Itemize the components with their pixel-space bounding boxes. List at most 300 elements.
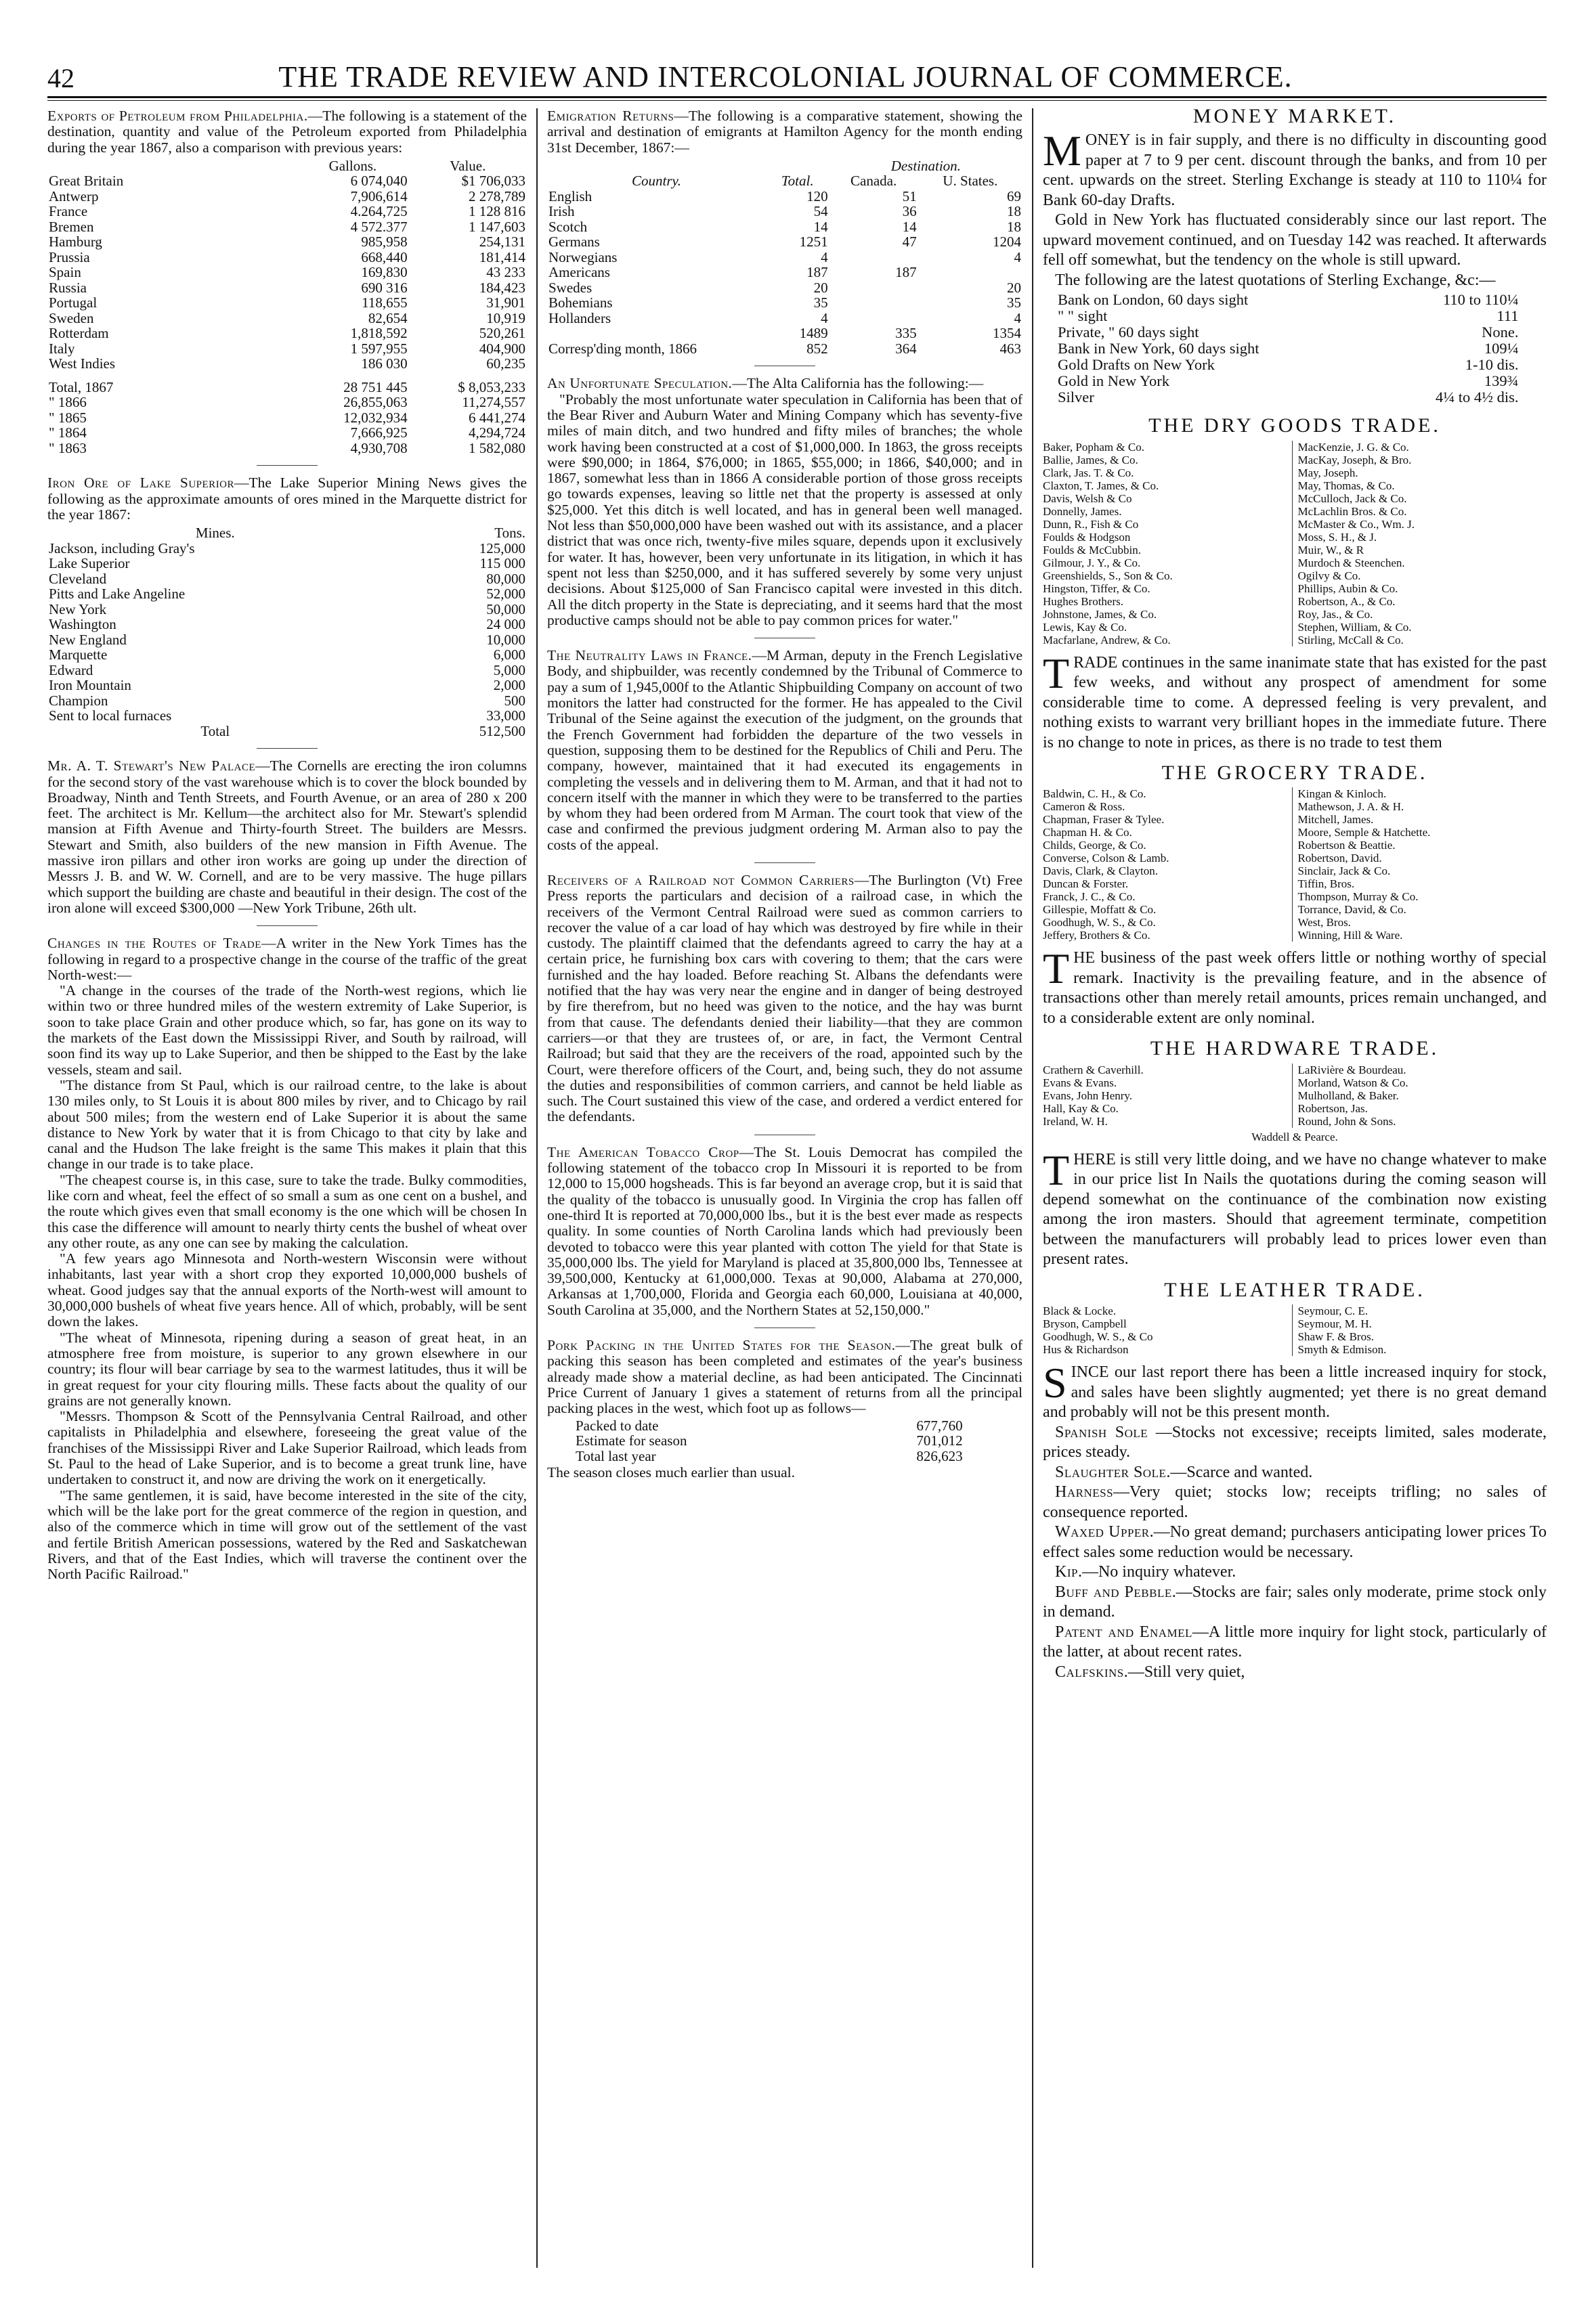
table-cell: English [548, 188, 593, 204]
firm-entry: Johnstone, James, & Co. [1043, 607, 1157, 621]
railroad-article [547, 873, 1022, 1125]
column-3 [1043, 108, 1547, 2281]
firm-entry: Murdoch & Steenchen. [1297, 556, 1405, 569]
firm-entry: Hus & Richardson [1043, 1343, 1129, 1357]
table-cell: 4.264,725 [350, 203, 408, 220]
table-cell: 47 [902, 234, 917, 250]
trade-routes-article [47, 936, 527, 1582]
firm-entry: Duncan & Forster. [1043, 877, 1129, 891]
firm-entry: Morland, Watson & Co. [1297, 1076, 1408, 1089]
table-cell: 1 147,603 [469, 218, 525, 235]
table-cell: Sent to local furnaces [49, 707, 172, 724]
table-cell: 52,000 [486, 586, 525, 602]
money-paragraph: Gold in New York has fluctuated considerably since our last report. The upward movement continued, and on Tuesday 142 was reached. It afterwards fell off somewhat, but the tendency on the whole is still upward. [1043, 211, 1547, 269]
firm-entry: Black & Locke. [1043, 1304, 1117, 1318]
table-row [47, 571, 527, 587]
firm-entry: Waddell & Pearce. [1251, 1130, 1338, 1143]
trade-report: TRADE continues in the same inanimate state that has existed for the past few weeks, and without any prospect of amendment for some considerable time to come. A depressed feeling is very prevalent, and nothing exists to warrant very brilliant hopes in the immediate future. There is no change to note in prices, as there is no trade to test them [1043, 649, 1547, 751]
table-cell: Champion [49, 692, 108, 709]
table-cell [830, 250, 918, 265]
article-paragraph: "The same gentlemen, it is said, have become interested in the site of the city, which will be the lake port for the great commerce of the region in question, and also of the commerce which in time will grow out of the settlement of the vast and fertile British American possessions, watered by the Red and Saskatchewan Rivers, and that of the East Indies, which will traverse the continent over the North Pacific Railroad." [47, 1487, 527, 1583]
article-heading: Exports of Petroleum from Philadelphia. [47, 108, 308, 124]
table-cell: 1204 [993, 234, 1021, 250]
money-paragraph: MONEY is in fair supply, and there is no difficulty in discounting good paper at 7 to 9 per cent. discount through the banks, and from 10 per cent. upwards on the street. Sterling Exchange is steady at 110 to 110¼ for Bank 60-day Drafts. [1043, 127, 1547, 209]
leather-items [1043, 1423, 1547, 1683]
firm-entry: Seymour, M. H. [1297, 1317, 1372, 1331]
table-row [547, 189, 1022, 204]
firm-entry: Evans, John Henry. [1043, 1089, 1133, 1102]
table-cell: 520,261 [479, 325, 525, 342]
item-text: .—Scarce and wanted. [1166, 1463, 1313, 1481]
table-cell: 69 [1007, 188, 1021, 204]
item-label: Patent and Enamel [1055, 1623, 1192, 1641]
table-cell: 364 [895, 340, 917, 357]
table-row [547, 250, 1022, 265]
section-title: THE HARDWARE TRADE. [1150, 1037, 1440, 1060]
firm-entry: Seymour, C. E. [1297, 1304, 1369, 1318]
leather-item [1043, 1483, 1547, 1522]
separator [257, 925, 318, 926]
article-paragraph: "The distance from St Paul, which is our railroad centre, to the lake is about 130 miles only, to St Louis it is about 800 miles by river, and to Chicago by rail about 500 miles; from the western end of Lake Superior it is about the same distance to New York by water that it is from Chicago to that city by lake and canal and the Hudson The lake freight is the same This makes it plain that this change in our trade is to take place. [47, 1076, 527, 1172]
total-row [47, 380, 527, 395]
table-row [547, 280, 1022, 296]
table-row [47, 647, 527, 663]
leather-item [1043, 1522, 1547, 1562]
firm-entry: Chapman, Fraser & Tylee. [1043, 813, 1165, 827]
table-cell: 4,294,724 [469, 424, 525, 441]
table-cell: Antwerp [49, 188, 99, 204]
article-intro: —A writer in the New York Times has the following in regard to a prospective change in the course of the traffic of the great North-west:— [47, 935, 527, 983]
firm-list [1043, 1304, 1547, 1356]
table-row [47, 693, 527, 709]
table-cell: 2,000 [493, 677, 525, 694]
firm-entry: Claxton, T. James, & Co. [1043, 479, 1159, 492]
table-row [47, 295, 527, 311]
table-cell: Hamburg [49, 234, 102, 250]
column-header: Canada. [850, 173, 897, 190]
column-header: U. States. [943, 173, 998, 190]
table-row [47, 617, 527, 632]
firm-entry: Shaw F. & Bros. [1297, 1330, 1374, 1344]
firm-entry: Baker, Popham & Co. [1043, 440, 1144, 454]
table-row [47, 219, 527, 235]
item-text: —Very quiet; stocks low; receipts trifling; no sales of consequence reported. [1043, 1483, 1547, 1521]
table-cell: Bohemians [548, 294, 613, 311]
table-row [47, 708, 527, 724]
table-row [47, 204, 527, 219]
table-row [574, 1449, 964, 1464]
total-row [47, 724, 527, 739]
table-cell: 60,235 [486, 355, 525, 372]
speculation-article [547, 376, 1022, 628]
table-cell: 690 316 [361, 279, 408, 296]
quote-row [1056, 373, 1520, 389]
firm-entry: May, Thomas, & Co. [1297, 479, 1395, 492]
column-header: Destination. [890, 157, 961, 174]
firm-entry: Donnelly, James. [1043, 504, 1122, 518]
firm-entry: Robertson & Beattie. [1297, 839, 1396, 852]
article-tail: The season closes much earlier than usual. [547, 1464, 795, 1481]
table-cell: 512,500 [479, 722, 525, 739]
firm-entry: Torrance, David, & Co. [1297, 903, 1406, 917]
article-body: —The Cornells are erecting the iron columns for the second story of the vast warehouse which is to cover the block bounded by Broadway, Ninth and Tenth Streets, and Fourth Avenue, or an area of 280 x 200 feet. The architect is Mr. Kellum—the architect also for Mr. Stewart's splendid mansion at Fifth Avenue and Thirty-fourth Street. The builders are Messrs. Stewart and Smith, also builders of the new mansion in Fifth Avenue. The massive iron pillars and other iron works are going up under the direction of Messrs J. B. and W. W. Cornell, and are to be very massive. The huge pillars which support the building are chaste and beautiful in their design. The cost of the iron alone will exceed $300,000 —New York Tribune, 26th ult. [47, 758, 527, 916]
column-divider [536, 108, 538, 2268]
firm-entry: Phillips, Aubin & Co. [1297, 582, 1398, 595]
firm-column [1292, 1304, 1547, 1356]
firm-entry: Franck, J. C., & Co. [1043, 890, 1136, 904]
firm-entry: Hughes Brothers. [1043, 594, 1123, 608]
quote-row [1056, 389, 1520, 405]
separator [257, 465, 318, 466]
table-cell: 31,901 [486, 294, 525, 311]
column-header: Total. [781, 173, 814, 190]
item-label: Kip [1055, 1563, 1078, 1581]
trade-report: THE business of the past week offers little or nothing worthy of special remark. Inactivity is the prevailing feature, and in the absence of transactions other than merely retail amounts, prices remain unchanged, and to a considerable extent are only nominal. [1043, 944, 1547, 1027]
table-cell: " 1864 [49, 424, 87, 441]
table-cell: Jackson, including Gray's [49, 540, 195, 556]
exchange-quotes-table [1056, 292, 1520, 405]
table-spacer [47, 372, 527, 380]
table-cell: 169,830 [361, 264, 408, 281]
total-row [547, 326, 1022, 341]
table-cell: 18 [1007, 218, 1021, 235]
firm-entry: Macfarlane, Andrew, & Co. [1043, 633, 1171, 646]
table-cell: 35 [813, 294, 828, 311]
quote-row [1056, 341, 1520, 357]
iron-ore-table [47, 525, 527, 739]
table-cell: 985,958 [361, 234, 408, 250]
firm-entry: Smyth & Edmison. [1297, 1343, 1387, 1357]
column-divider [1032, 108, 1033, 2268]
table-cell: France [49, 203, 88, 220]
table-cell: Great Britain [49, 173, 124, 190]
petroleum-article [47, 108, 527, 456]
table-cell: Bank on London, 60 days sight [1058, 291, 1249, 309]
table-row [547, 311, 1022, 326]
neutrality-article [547, 648, 1022, 853]
article-paragraph: "A change in the courses of the trade of the North-west regions, which lie within two or three hundred miles of the western extremity of Lake Superior, is soon to take place Grain and other produce which, so far, has gone on its way to the markets of the East down the Mississippi River, and South by railroad, will soon find its way up to Lake Superior, and then be shipped to the East by the lake vessels, steam and sail. [47, 982, 527, 1078]
firm-entry: McMaster & Co., Wm. J. [1297, 517, 1415, 531]
table-cell: 10,919 [486, 309, 525, 326]
table-cell: 11,274,557 [462, 394, 525, 411]
leather-item [1043, 1423, 1547, 1463]
table-cell: 118,655 [362, 294, 408, 311]
money-paragraph: The following are the latest quotations of Sterling Exchange, &c:— [1055, 271, 1496, 289]
table-cell: $1 706,033 [461, 173, 525, 190]
firm-entry: Cameron & Ross. [1043, 800, 1125, 814]
table-cell: West Indies [49, 355, 116, 372]
table-cell: 115 000 [479, 555, 525, 572]
article-paragraph: "Messrs. Thompson & Scott of the Pennsylvania Central Railroad, and other capitalists in Philadelphia and elsewhere, foreseeing the great value of the franchises of the Mississippi River and Lake Superior Railroad, which leads from St. Paul to the head of Lake Superior, and is to become a great trunk line, have undertaken to construct it, and now are driving the work on it energetically. [47, 1408, 527, 1488]
table-cell: 109¼ [1484, 340, 1519, 357]
table-cell [830, 311, 918, 326]
firm-entry: Mitchell, James. [1297, 813, 1374, 827]
table-cell: $ 8,053,233 [458, 378, 525, 395]
table-cell: New York [49, 600, 107, 617]
table-cell: Iron Mountain [49, 677, 131, 694]
table-cell: 14 [902, 218, 917, 235]
table-cell: " 1865 [49, 409, 87, 426]
tobacco-article [547, 1145, 1022, 1318]
item-text: —Stocks not excessive; receipts limited, sales moderate, prices steady. [1043, 1423, 1547, 1462]
item-text: —A little more inquiry for light stock, particularly of the latter, at about recent rates. [1043, 1623, 1547, 1661]
table-row [47, 311, 527, 326]
article-quote: "Probably the most unfortunate water speculation in California has been that of the Bear River and Auburn Water and Mining Company which has seventy-five miles of main ditch, and two hundred and fifty miles of branches; the whole work having been constructed at a cost of $1,000,000. In 1863, the gross receipts were $90,000; in 1864, $76,000; in 1865, $55,000; in 1866, $40,000; and in 1867, somewhat less than in 1866 A considerable portion of those gross receipts go towards expenses, leaving so little net that the property is assessed at only $25,000. Yet this ditch is well located, and has in general been well managed. Not less than $50,000,000 have been washed out with its assistance, and a placer district that was once rich, twenty-five miles square, depends upon it exclusively for water. It has, however, been very unfortunate in its litigation, in which it has spent not less than $250,000, and it has suffered severely by some very unjust decisions. About $125,000 of San Francisco capital were invested in this ditch. All the ditch property in the State is depreciating, and it seems hard that the most productive camps should not be able to pay common prices for water." [547, 391, 1022, 628]
firm-entry: Hingston, Tiffer, & Co. [1043, 582, 1150, 595]
table-row [47, 678, 527, 693]
table-cell: Edward [49, 661, 93, 678]
article-heading: Receivers of a Railroad not Common Carriers [547, 872, 855, 888]
firm-entry: McLachlin Bros. & Co. [1297, 504, 1407, 518]
table-cell: Marquette [49, 646, 108, 663]
item-text: .—No great demand; purchasers anticipating lower prices To effect sales some reduction would be necessary. [1043, 1523, 1547, 1561]
masthead-rule [47, 96, 1547, 98]
table-cell: Portugal [49, 294, 98, 311]
table-cell: 184,423 [479, 279, 525, 296]
table-cell: 4,930,708 [350, 439, 408, 456]
firm-list [1043, 441, 1547, 646]
firm-column [1043, 1064, 1292, 1128]
table-cell: Russia [49, 279, 87, 296]
firm-entry: Lewis, Kay & Co. [1043, 620, 1127, 634]
page-number: 42 [47, 63, 74, 93]
total-row [47, 441, 527, 456]
firm-entry: West, Bros. [1297, 916, 1351, 929]
table-cell: 35 [1007, 294, 1021, 311]
firm-entry: MacKay, Joseph, & Bro. [1297, 453, 1412, 466]
table-row [547, 204, 1022, 219]
table-cell: 50,000 [486, 600, 525, 617]
table-cell: New England [49, 631, 127, 648]
table-cell: Germans [548, 234, 600, 250]
quote-row [1056, 308, 1520, 324]
table-cell: 54 [813, 203, 828, 220]
iron-ore-article [47, 475, 527, 739]
firm-entry: Chapman H. & Co. [1043, 826, 1132, 839]
emigration-table [547, 158, 1022, 357]
table-row [47, 326, 527, 341]
table-cell: Bremen [49, 218, 94, 235]
leather-item [1043, 1562, 1547, 1583]
table-cell: " 1866 [49, 394, 87, 411]
firm-entry: Gilmour, J. Y., & Co. [1043, 556, 1141, 569]
item-text: .—Still very quiet, [1123, 1663, 1245, 1681]
firm-entry: Dunn, R., Fish & Co [1043, 517, 1139, 531]
firm-entry: Mulholland, & Baker. [1297, 1089, 1399, 1102]
table-cell: 24 000 [486, 616, 525, 633]
firm-column [1043, 441, 1292, 646]
table-cell: 20 [813, 279, 828, 296]
section-title: THE GROCERY TRADE. [1161, 762, 1428, 785]
firm-column [1043, 787, 1292, 942]
article-intro: —The following is a statement of the destination, quantity and value of the Petroleum exported from Philadelphia during the year 1867, also a comparison with previous years: [47, 108, 527, 156]
table-cell: 677,760 [916, 1417, 963, 1434]
table-row [47, 356, 527, 372]
total-row [47, 395, 527, 410]
table-cell: 12,032,934 [343, 409, 408, 426]
petroleum-table [47, 158, 527, 456]
firm-entry: Greenshields, S., Son & Co. [1043, 569, 1173, 582]
table-cell: Gold in New York [1058, 372, 1170, 390]
table-cell: Total, 1867 [49, 378, 114, 395]
table-cell: 2 278,789 [469, 188, 525, 204]
table-cell: 125,000 [479, 540, 525, 556]
masthead-rule-thin [47, 100, 1547, 101]
table-cell: 120 [806, 188, 828, 204]
table-cell: Sweden [49, 309, 94, 326]
table-cell: Lake Superior [49, 555, 130, 572]
column-header: Gallons. [328, 157, 377, 174]
table-cell: 186 030 [361, 355, 408, 372]
firm-entry: Davis, Clark, & Clayton. [1043, 864, 1158, 878]
article-heading: Changes in the Routes of Trade [47, 935, 261, 952]
table-cell: 4 [1014, 248, 1021, 265]
table-cell [547, 326, 766, 341]
firm-entry: McCulloch, Jack & Co. [1297, 491, 1407, 505]
table-row [47, 341, 527, 357]
table-cell: 1354 [993, 325, 1021, 342]
table-cell: 4 [1014, 309, 1021, 326]
table-cell: 28 751 445 [343, 378, 408, 395]
table-cell: 111 [1496, 307, 1519, 325]
masthead-title: THE TRADE REVIEW AND INTERCOLONIAL JOURNAL OF COMMERCE. [278, 60, 1293, 93]
table-cell: Total last year [576, 1447, 656, 1464]
table-cell: 10,000 [486, 631, 525, 648]
column-header: Mines. [195, 525, 235, 542]
firm-entry: Gillespie, Moffatt & Co. [1043, 903, 1157, 917]
table-cell: Bank in New York, 60 days sight [1058, 340, 1259, 357]
table-cell: Pitts and Lake Angeline [49, 586, 186, 602]
table-row [47, 250, 527, 265]
table-row [574, 1418, 964, 1434]
table-cell: 826,623 [916, 1447, 963, 1464]
article-heading: The Neutrality Laws in France. [547, 647, 752, 664]
firm-entry: Goodhugh, W. S., & Co [1043, 1330, 1153, 1344]
separator [257, 748, 318, 749]
table-cell: 80,000 [486, 570, 525, 587]
table-cell: Packed to date [576, 1417, 659, 1434]
table-cell: 4 [821, 309, 828, 326]
table-cell: 36 [902, 203, 917, 220]
table-cell: 254,131 [479, 234, 525, 250]
table-row [47, 556, 527, 571]
article-paragraph: "A few years ago Minnesota and North-western Wisconsin were without inhabitants, last year with a short crop they exported 10,000,000 bushels of wheat. Good judges say that the annual exports of the North-west will amount to 30,000,000 bushels of wheat five years hence. All of which, probably, will be sent down the lakes. [47, 1250, 527, 1330]
table-cell: 6 441,274 [469, 409, 525, 426]
column-header: Value. [450, 157, 486, 174]
section-title: THE DRY GOODS TRADE. [1148, 414, 1441, 437]
firm-entry: Round, John & Sons. [1297, 1114, 1396, 1128]
firm-entry: Sinclair, Jack & Co. [1297, 864, 1391, 878]
table-cell: 139¾ [1484, 372, 1519, 390]
article-body: —M Arman, deputy in the French Legislative Body, and shipbuilder, was recently condemned by the Tribunal of Commerce to pay a sum of 1,945,000f to the Atlantic Shipbuilding Company on account of two monitors the latter had constructed for the former. He has appealed to the Civil Tribunal of the Seine against the execution of the judgment, on the grounds that the French Government had forbidden the departure of the two vessels in question, supposing them to be destined for the Republics of Chili and Peru. The company, however, maintained that it had executed its engagements in completing the vessels and in delivering them to M. Arman, and that it had not to concern itself with the manner in which they were to be transferred to the parties by whom they had been ordered from M Arman. The court took that view of the case and confirmed the previous judgment ordering M. Arman also to pay the costs of the appeal. [547, 647, 1022, 853]
firm-entry: Stephen, William, & Co. [1297, 620, 1412, 634]
firm-entry: Jeffery, Brothers & Co. [1043, 929, 1150, 942]
article-heading: Pork Packing in the United States for the Season. [547, 1337, 896, 1354]
table-cell: 7,906,614 [350, 188, 408, 204]
trade-report: THERE is still very little doing, and we have no change whatever to make in our price list In Nails the quotations during the coming season will depend somewhat on the continuance of the combination now existing among the iron masters. Should that agreement terminate, competition between the manufacturers will probably lead to prices lower even than present rates. [1043, 1145, 1547, 1269]
firm-entry: Robertson, David. [1297, 852, 1382, 865]
table-cell: 110 to 110¼ [1443, 291, 1519, 309]
table-row [47, 280, 527, 296]
table-row [47, 663, 527, 678]
article-heading: The American Tobacco Crop [547, 1143, 739, 1160]
table-cell: Irish [548, 203, 575, 220]
firm-entry: Baldwin, C. H., & Co. [1043, 787, 1146, 801]
firm-entry: MacKenzie, J. G. & Co. [1297, 440, 1409, 454]
total-row [47, 425, 527, 441]
table-cell: 1,818,592 [350, 325, 408, 342]
section-title: MONEY MARKET. [1192, 108, 1397, 127]
firm-entry: Robertson, Jas. [1297, 1101, 1368, 1115]
table-row [47, 189, 527, 204]
pork-packing-article [547, 1338, 1022, 1481]
table-cell: Scotch [548, 218, 588, 235]
table-cell: Silver [1058, 389, 1094, 406]
table-cell: " " sight [1058, 307, 1108, 325]
section-title: THE LEATHER TRADE. [1164, 1278, 1425, 1301]
firm-entry: Winning, Hill & Ware. [1297, 929, 1403, 942]
firm-list [1043, 1064, 1547, 1128]
table-cell: 26,855,063 [343, 394, 408, 411]
firm-entry: Foulds & Hodgson [1043, 530, 1131, 544]
table-row [547, 219, 1022, 235]
table-cell: Prussia [49, 248, 90, 265]
table-row [47, 234, 527, 250]
firm-entry: Tiffin, Bros. [1297, 877, 1355, 891]
firm-entry: Roy, Jas., & Co. [1297, 607, 1373, 621]
table-cell: 187 [895, 264, 917, 281]
table-cell: 1 597,955 [350, 340, 408, 357]
firm-entry: Moore, Semple & Hatchette. [1297, 826, 1431, 839]
table-cell: 463 [999, 340, 1021, 357]
table-cell: Corresp'ding month, 1866 [548, 340, 697, 357]
table-cell: 51 [902, 188, 917, 204]
table-cell [918, 265, 1022, 280]
stewart-article [47, 758, 527, 916]
leather-item [1043, 1463, 1547, 1483]
table-row [547, 265, 1022, 280]
firm-entry: Ogilvy & Co. [1297, 569, 1361, 582]
article-heading: Mr. A. T. Stewart's New Palace [47, 758, 256, 774]
firm-column [1043, 1304, 1292, 1356]
table-cell: 6 074,040 [350, 173, 408, 190]
article-intro: —The following is a comparative statement, showing the arrival and destination of emigrants at Hamilton Agency for the month ending 31st December, 1867:— [547, 108, 1022, 156]
table-cell: Italy [49, 340, 75, 357]
table-cell: 1251 [799, 234, 828, 250]
firm-entry: Clark, Jas. T. & Co. [1043, 466, 1134, 479]
item-label: Waxed Upper [1055, 1523, 1150, 1541]
firm-entry: Thompson, Murray & Co. [1297, 890, 1419, 904]
table-cell: 4 [821, 248, 828, 265]
leather-item [1043, 1663, 1547, 1683]
firm-entry: LaRivière & Bourdeau. [1297, 1063, 1406, 1076]
table-row [47, 541, 527, 556]
table-cell: 668,440 [361, 248, 408, 265]
table-cell: 82,654 [368, 309, 408, 326]
firm-entry: Evans & Evans. [1043, 1076, 1117, 1089]
table-row [47, 173, 527, 189]
table-cell: 335 [895, 325, 917, 342]
firm-entry: Muir, W., & R [1297, 543, 1364, 556]
table-cell: Americans [548, 264, 610, 281]
firm-entry: Ireland, W. H. [1043, 1114, 1108, 1128]
table-cell: 33,000 [486, 707, 525, 724]
item-label: Buff and Pebble [1055, 1583, 1172, 1601]
firm-entry: May, Joseph. [1297, 466, 1358, 479]
total-row [547, 341, 1022, 357]
table-cell: Gold Drafts on New York [1058, 356, 1215, 374]
article-heading: Iron Ore of Lake Superior [47, 475, 235, 491]
